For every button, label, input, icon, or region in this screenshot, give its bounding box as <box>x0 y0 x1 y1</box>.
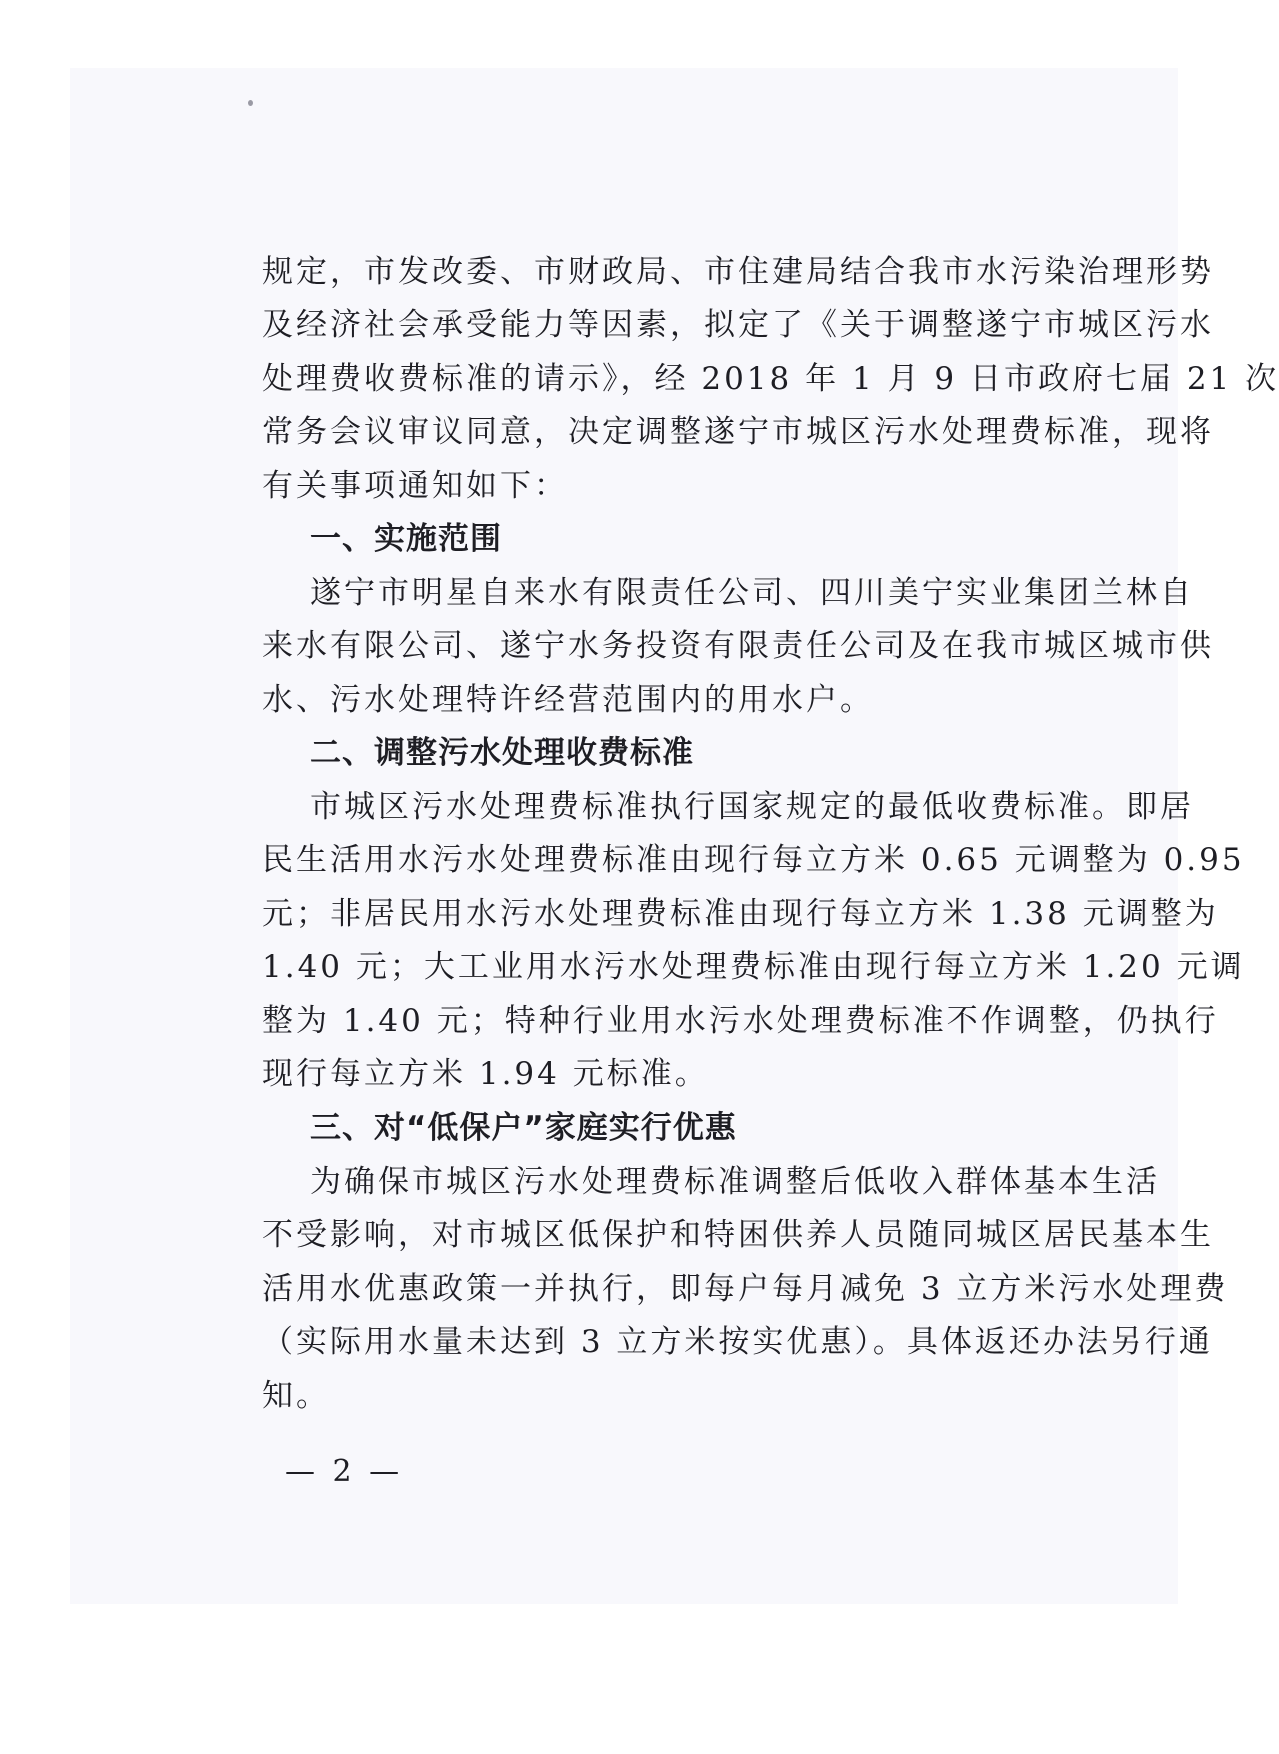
document-text-line: 处理费收费标准的请示》，经 2018 年 1 月 9 日市政府七届 21 次 <box>262 361 1279 397</box>
document-text-line: 及经济社会承受能力等因素，拟定了《关于调整遂宁市城区污水 <box>262 307 1214 343</box>
section-heading-scope: 一、实施范围 <box>310 521 502 557</box>
section-paragraph-line: 遂宁市明星自来水有限责任公司、四川美宁实业集团兰林自 <box>310 575 1194 611</box>
scan-speck-mark <box>248 100 253 106</box>
document-text-line: 规定，市发改委、市财政局、市住建局结合我市水污染治理形势 <box>262 254 1214 290</box>
section-paragraph-line: 元；非居民用水污水处理费标准由现行每立方米 1.38 元调整为 <box>262 896 1219 932</box>
section-paragraph-line: 民生活用水污水处理费标准由现行每立方米 0.65 元调整为 0.95 <box>262 842 1245 878</box>
section-paragraph-line: 1.40 元；大工业用水污水处理费标准由现行每立方米 1.20 元调 <box>262 949 1245 985</box>
section-paragraph-line: 市城区污水处理费标准执行国家规定的最低收费标准。即居 <box>310 789 1194 825</box>
section-heading-low-income-discount: 三、对“低保户”家庭实行优惠 <box>310 1110 737 1146</box>
document-text-line: 常务会议审议同意，决定调整遂宁市城区污水处理费标准，现将 <box>262 414 1214 450</box>
section-heading-fee-standard: 二、调整污水处理收费标准 <box>310 735 694 771</box>
section-paragraph-line: 为确保市城区污水处理费标准调整后低收入群体基本生活 <box>310 1164 1160 1200</box>
section-paragraph-line: 知。 <box>262 1378 330 1414</box>
page-number: — 2 — <box>285 1454 404 1489</box>
section-paragraph-line: 来水有限公司、遂宁水务投资有限责任公司及在我市城区城市供 <box>262 628 1214 664</box>
section-paragraph-line: 整为 1.40 元；特种行业用水污水处理费标准不作调整，仍执行 <box>262 1003 1219 1039</box>
section-paragraph-line: （实际用水量未达到 3 立方米按实优惠）。具体返还办法另行通 <box>262 1324 1213 1360</box>
section-paragraph-line: 活用水优惠政策一并执行，即每户每月减免 3 立方米污水处理费 <box>262 1271 1229 1307</box>
section-paragraph-line: 不受影响，对市城区低保护和特困供养人员随同城区居民基本生 <box>262 1217 1214 1253</box>
section-paragraph-line: 现行每立方米 1.94 元标准。 <box>262 1056 709 1092</box>
document-text-line: 有关事项通知如下： <box>262 468 568 504</box>
section-paragraph-line: 水、污水处理特许经营范围内的用水户。 <box>262 682 874 718</box>
